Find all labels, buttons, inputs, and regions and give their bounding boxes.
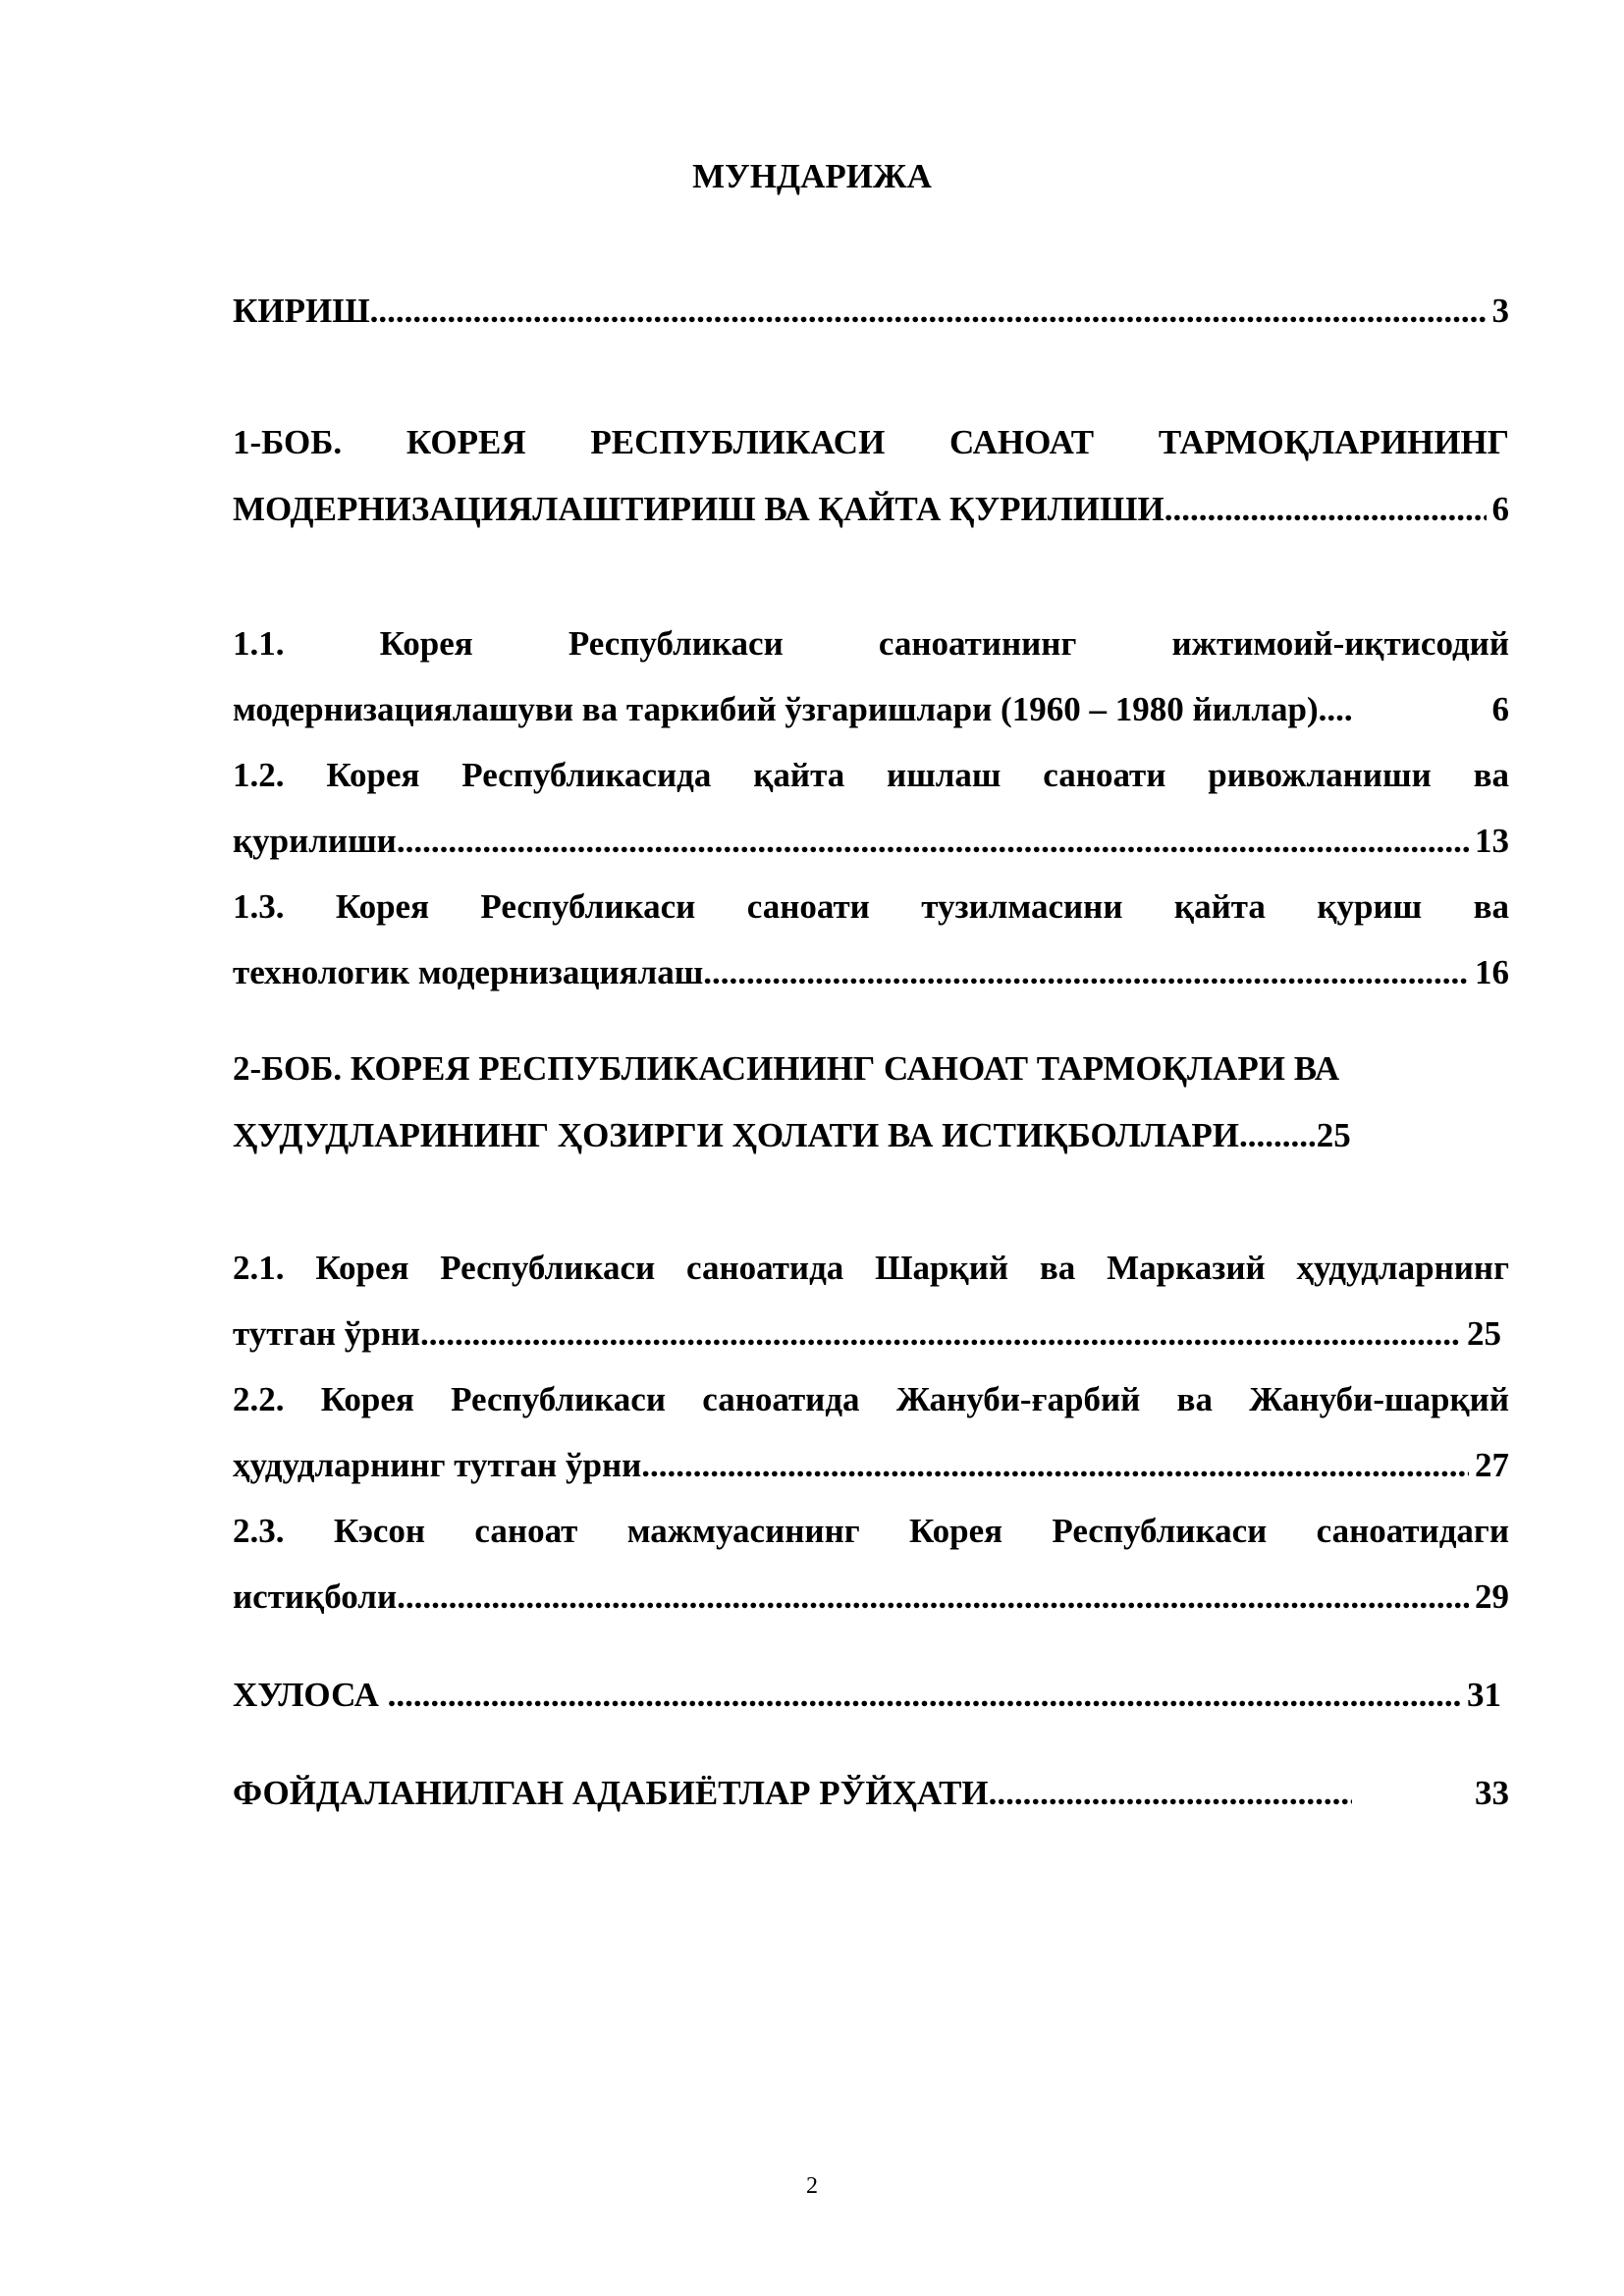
dot-leader	[370, 290, 1487, 333]
toc-page-number: 16	[1475, 953, 1509, 991]
toc-section-2-1-line-1: 2.1. Корея Республикаси саноатида Шарқий ва Марказий ҳудудларнинг	[233, 1249, 1509, 1287]
toc-chapter-1-line-1: 1-БОБ. КОРЕЯ РЕСПУБЛИКАСИ САНОАТ ТАРМОҚЛАРИНИНГ	[233, 423, 1509, 461]
toc-page-number: 3	[1491, 292, 1509, 330]
toc-page-number: 33	[1475, 1774, 1509, 1812]
toc-section-1-3-line-2	[233, 951, 1509, 994]
dot-leader	[989, 1772, 1352, 1815]
toc-section-2-3-line-1: 2.3. Кэсон саноат мажмуасининг Корея Республикаси саноатидаги	[233, 1512, 1509, 1550]
dot-leader	[641, 1444, 1469, 1487]
toc-entry-label: ҳудудларнинг тутган ўрни	[233, 1446, 642, 1484]
dot-leader	[703, 951, 1469, 994]
toc-entry-label: ХУЛОСА	[233, 1676, 388, 1714]
toc-entry-label: модернизациялашуви ва таркибий ўзгаришлари (1960 – 1980 йиллар)....	[233, 690, 1353, 728]
toc-section-2-2-line-1: 2.2. Корея Республикаси саноатида Жануби-ғарбий ва Жануби-шарқий	[233, 1380, 1509, 1418]
toc-entry-label: тутган ўрни	[233, 1314, 421, 1353]
dot-leader	[1164, 488, 1487, 531]
toc-page-number: 6	[1491, 690, 1509, 728]
toc-entry-conclusion	[233, 1674, 1501, 1717]
dot-leader	[397, 820, 1469, 863]
toc-page-number: 13	[1475, 822, 1509, 860]
toc-section-2-1-line-2	[233, 1312, 1501, 1356]
dot-leader	[420, 1312, 1461, 1356]
toc-page-number: 29	[1475, 1577, 1509, 1616]
dot-leader	[388, 1674, 1461, 1717]
toc-entry-label: МОДЕРНИЗАЦИЯЛАШТИРИШ ВА ҚАЙТА ҚУРИЛИШИ	[233, 490, 1164, 528]
dot-leader	[397, 1575, 1469, 1619]
toc-chapter-2-line-2: ҲУДУДЛАРИНИНГ ҲОЗИРГИ ҲОЛАТИ ВА ИСТИҚБОЛЛАРИ.........25	[233, 1116, 1351, 1154]
toc-section-1-1-line-1: 1.1. Корея Республикаси саноатининг ижтимоий-иқтисодий	[233, 624, 1509, 663]
toc-entry-label: қурилиши	[233, 822, 397, 860]
toc-section-1-2-line-2	[233, 820, 1509, 863]
toc-entry-label: истиқболи	[233, 1577, 398, 1616]
toc-section-2-3-line-2	[233, 1575, 1509, 1619]
toc-section-1-1-line-2	[233, 688, 1509, 731]
toc-entry-label: ФОЙДАЛАНИЛГАН АДАБИЁТЛАР РЎЙҲАТИ	[233, 1774, 989, 1812]
page-title: МУНДАРИЖА	[692, 157, 932, 195]
toc-chapter-1-line-2	[233, 488, 1509, 531]
toc-section-1-3-line-1: 1.3. Корея Республикаси саноати тузилмасини қайта қуриш ва	[233, 887, 1509, 926]
toc-section-2-2-line-2	[233, 1444, 1509, 1487]
toc-page-number: 25	[1467, 1314, 1501, 1353]
page-footer-number: 2	[806, 2173, 818, 2199]
toc-entry-references	[233, 1772, 1509, 1815]
toc-entry-intro	[233, 290, 1509, 333]
toc-page-number: 27	[1475, 1446, 1509, 1484]
toc-entry-label: КИРИШ	[233, 292, 370, 330]
toc-entry-label: технологик модернизациялаш	[233, 953, 704, 991]
toc-chapter-2-line-1: 2-БОБ. КОРЕЯ РЕСПУБЛИКАСИНИНГ САНОАТ ТАРМОҚЛАРИ ВА	[233, 1049, 1340, 1088]
toc-page-number: 31	[1467, 1676, 1501, 1714]
toc-section-1-2-line-1: 1.2. Корея Республикасида қайта ишлаш саноати ривожланиши ва	[233, 756, 1509, 794]
toc-page-number: 6	[1491, 490, 1509, 528]
